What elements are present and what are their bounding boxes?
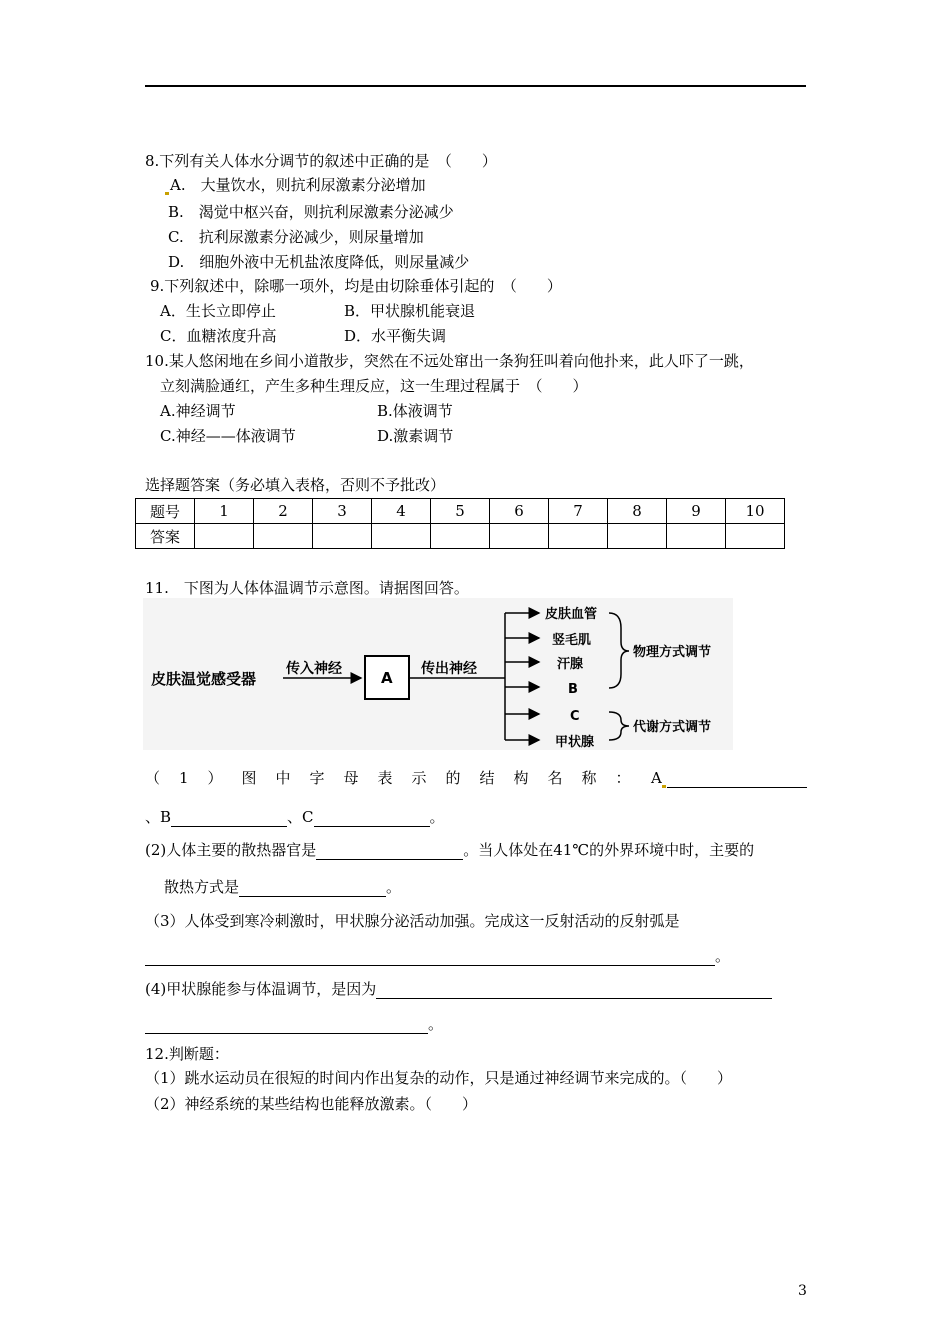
q8-option-c: C. 抗利尿激素分泌减少，则尿量增加 [168, 228, 424, 246]
q10-option-c: C.神经——体液调节 [160, 427, 296, 445]
edit-mark-icon [165, 192, 169, 195]
answer-cell[interactable] [372, 524, 431, 549]
answer-blank-c[interactable] [314, 810, 430, 827]
answer-table [135, 498, 785, 549]
q11-part4-prompt: (4)甲状腺能参与体温调节，是因为 [145, 980, 377, 998]
q12-title: 12.判断题： [145, 1045, 229, 1063]
q9-option-d: D．水平衡失调 [344, 327, 447, 345]
q11-stem: 11. 下图为人体体温调节示意图。请据图回答。 [145, 579, 469, 597]
q11-part2-continue: 。当人体处在41℃的外界环境中时，主要的 [463, 841, 755, 859]
table-number-cell: 3 [313, 499, 372, 524]
answer-cell[interactable] [195, 524, 254, 549]
q9-option-a: A．生长立即停止 [160, 302, 276, 320]
q11-part4-end: 。 [428, 1015, 444, 1033]
table-number-cell: 7 [549, 499, 608, 524]
answer-cell[interactable] [254, 524, 313, 549]
answer-table-caption: 选择题答案（务必填入表格，否则不予批改） [145, 476, 446, 494]
q10-option-d: D.激素调节 [377, 427, 454, 445]
answer-blank-heat-method[interactable] [239, 880, 386, 897]
target-c: C [570, 709, 580, 724]
table-number-cell: 1 [195, 499, 254, 524]
q11-part2-line1 [145, 840, 754, 860]
q12-statement-2: （2）神经系统的某些结构也能释放激素。（ ） [145, 1095, 478, 1113]
metabolic-regulation-label: 代谢方式调节 [633, 720, 712, 735]
q8-option-d: D. 细胞外液中无机盐浓度降低，则尿量减少 [168, 253, 470, 271]
q11-part3-answer-line [145, 946, 730, 966]
q11-part2-line2 [164, 877, 401, 897]
target-b: B [568, 682, 578, 697]
table-number-cell: 6 [490, 499, 549, 524]
diagram-afferent-label: 传入神经 [286, 661, 342, 677]
q12-statement-1: （1）跳水运动员在很短的时间内作出复杂的动作，只是通过神经调节来完成的。（ ） [145, 1069, 733, 1087]
q9-option-c: C．血糖浓度升高 [160, 327, 277, 345]
table-number-cell: 8 [608, 499, 667, 524]
q11-part1-prompt: （1）图中字母表示的结构名称： [145, 769, 650, 787]
table-number-cell: 4 [372, 499, 431, 524]
q8-stem: 8.下列有关人体水分调节的叙述中正确的是 （ ） [145, 152, 497, 170]
page-number: 3 [798, 1283, 807, 1299]
answer-cell[interactable] [490, 524, 549, 549]
table-head-number: 题号 [136, 499, 195, 524]
q8-option-a-text: A. 大量饮水，则抗利尿激素分泌增加 [170, 176, 426, 194]
q11-part2-end: 。 [386, 878, 402, 896]
answer-cell[interactable] [431, 524, 490, 549]
header-rule [145, 85, 806, 87]
answer-table-answer-row [136, 524, 785, 549]
answer-blank-reflex-arc[interactable] [145, 949, 715, 966]
edit-mark-icon [662, 785, 666, 788]
table-number-cell: 2 [254, 499, 313, 524]
physical-regulation-label: 物理方式调节 [633, 645, 712, 660]
q8-option-a [165, 175, 426, 195]
target-arrector-muscle: 竖毛肌 [552, 633, 592, 648]
q9-stem: 9.下列叙述中，除哪一项外，均是由切除垂体引起的 （ ） [150, 277, 562, 295]
target-sweat-gland: 汗腺 [557, 657, 584, 672]
answer-blank-thyroid-reason[interactable] [376, 982, 772, 999]
table-number-cell: 10 [726, 499, 785, 524]
q11-part1-bc [145, 807, 445, 827]
answer-cell[interactable] [667, 524, 726, 549]
q11-part2-prompt: (2)人体主要的散热器官是 [145, 841, 317, 859]
table-number-cell: 9 [667, 499, 726, 524]
q9-option-b: B．甲状腺机能衰退 [344, 302, 476, 320]
q11-part3-prompt: （3）人体受到寒冷刺激时，甲状腺分泌活动加强。完成这一反射活动的反射弧是 [145, 912, 680, 930]
q10-stem-line2: 立刻满脸通红，产生多种生理反应，这一生理过程属于 （ ） [160, 377, 588, 395]
q10-stem-line1: 10.某人悠闲地在乡间小道散步，突然在不远处窜出一条狗狂叫着向他扑来，此人吓了一跳， [145, 352, 754, 370]
q11-part3-end: 。 [715, 947, 731, 965]
diagram-center-label: A [381, 669, 393, 687]
thermoregulation-diagram [143, 598, 733, 750]
q11-part1-c-label: 、C [287, 808, 314, 826]
q10-option-b: B.体液调节 [377, 402, 453, 420]
answer-blank-thyroid-reason-cont[interactable] [145, 1017, 428, 1034]
q11-part2-method-prompt: 散热方式是 [164, 878, 240, 896]
q11-part4-line1 [145, 979, 772, 999]
diagram-receptor-label: 皮肤温觉感受器 [151, 670, 257, 688]
q8-option-b: B. 渴觉中枢兴奋，则抗利尿激素分泌减少 [168, 203, 454, 221]
q11-part1-end: 。 [429, 808, 445, 826]
q11-part4-line2 [145, 1014, 443, 1034]
table-number-cell: 5 [431, 499, 490, 524]
answer-cell[interactable] [726, 524, 785, 549]
answer-cell[interactable] [608, 524, 667, 549]
target-thyroid: 甲状腺 [555, 735, 595, 750]
target-skin-vessel: 皮肤血管 [545, 607, 598, 622]
answer-blank-b[interactable] [171, 810, 287, 827]
answer-blank-a[interactable] [667, 771, 807, 788]
answer-table-number-row [136, 499, 785, 524]
answer-blank-heat-organ[interactable] [316, 843, 463, 860]
q11-part1-a [651, 768, 807, 788]
answer-cell[interactable] [549, 524, 608, 549]
answer-cell[interactable] [313, 524, 372, 549]
q11-part1-a-label: A [651, 769, 662, 787]
diagram-efferent-label: 传出神经 [421, 661, 477, 677]
q11-part1-b-label: 、B [145, 808, 172, 826]
q10-option-a: A.神经调节 [160, 402, 236, 420]
table-head-answer: 答案 [136, 524, 195, 549]
